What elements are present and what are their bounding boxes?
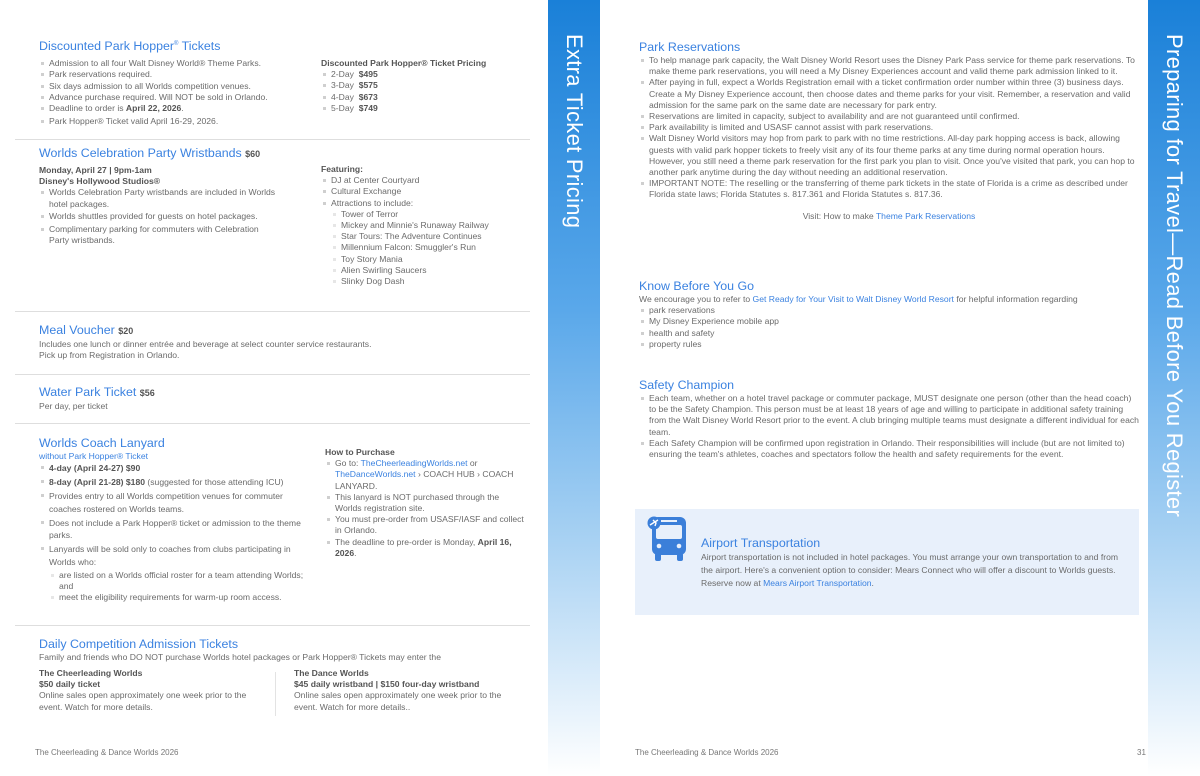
list-item: Provides entry to all Worlds competition venues for commuter coaches rostered on Worlds teams. [39,490,309,515]
meal-section [39,322,519,361]
meal-text: Pick up from Registration in Orlando. [39,350,180,361]
pricing-list [321,69,531,114]
dance-price: $45 daily wristband | $150 four-day wristband [294,679,480,690]
section-title: Discounted Park Hopper® Tickets [39,39,221,54]
section-title: Worlds Celebration Party Wristbands $60 [39,146,261,160]
dance-worlds-link[interactable]: TheDanceWorlds.net [335,469,416,480]
airport-content [701,535,1121,590]
lanyard-section [39,435,309,603]
list-item: are listed on a Worlds official roster for a team attending Worlds; and [49,570,309,592]
pricing-title: Discounted Park Hopper® Ticket Pricing [321,58,487,68]
cheer-daily [39,668,264,713]
list-item: Reservations are limited in capacity, subject to availability and are not guaranteed until confirmed. [639,111,1139,122]
list-item: This lanyard is NOT purchased through the Worlds registration site. [325,492,525,514]
section-title: Park Reservations [639,40,741,54]
list-item: Admission to all four Walt Disney World® Theme Parks. [39,58,299,69]
divider [275,672,276,716]
divider [15,311,530,312]
list-item: Tower of Terror [331,209,531,220]
mears-link[interactable]: Mears Airport Transportation [763,578,872,588]
section-title: Know Before You Go [639,279,755,293]
list-item: 8-day (April 21-28) $180 (suggested for those attending ICU) [39,476,309,489]
water-section [39,384,339,412]
pricing-item: 4-Day $673 [321,92,531,103]
list-item: Lanyards will be sold only to coaches from clubs participating in Worlds who: [39,543,309,568]
footer-text: The Cheerleading & Dance Worlds 2026 [635,748,779,757]
left-page [0,0,548,776]
list-item: Worlds shuttles provided for guests on hotel packages. [39,211,279,222]
featuring-title: Featuring: [321,164,364,174]
list-item: Cultural Exchange [321,186,531,197]
hopper-section [39,36,299,127]
party-venue: Disney's Hollywood Studios® [39,176,161,187]
list-item: Deadline to order is April 22, 2026. [39,103,299,114]
know-section [639,278,1139,350]
divider [15,139,530,140]
cheer-name: The Cheerleading Worlds [39,668,143,678]
divider [15,423,530,424]
list-item: Go to: TheCheerleadingWorlds.net or TheDanceWorlds.net › COACH HUB › COACH LANYARD. [325,458,525,492]
visit-line: Visit: How to make Theme Park Reservations [802,210,976,221]
hopper-list [39,58,299,127]
band-title: Extra Ticket Pricing [562,34,587,229]
safety-list [639,393,1139,460]
how-to-purchase [325,447,525,559]
page-number: 31 [1137,748,1146,757]
lanyard-subtitle: without Park Hopper® Ticket [39,451,149,461]
cheer-worlds-link[interactable]: TheCheerleadingWorlds.net [360,458,468,469]
know-list [639,305,1139,350]
howto-title: How to Purchase [325,447,395,457]
section-title: Airport Transportation [701,536,821,550]
list-item: Millennium Falcon: Smuggler's Run [331,242,531,253]
airport-text: Airport transportation is not included in hotel packages. You must arrange your own transportation to and from the airport. Here's a convenient option to consider: Mears Connect who will offer a discount to Worlds guests. Reserve now at Mears Airport Transportation. [701,552,1119,588]
list-item: Walt Disney World visitors may hop from park to park with no time restrictions. All-day park hopping access is back, allowing guests with valid park hopper tickets to freely visit any of its four theme parks at any time during normal operation hours. However, you still need a theme park reservation for the first park you plan to visit. Once you've visited that park, you can hop to another park anytime during the day without needing an additional reservation. [639,133,1139,178]
list-item: To help manage park capacity, the Walt Disney World Resort uses the Disney Park Pass service for theme park reservations. To make theme park reservations, you will need a My Disney Experiences account and valid theme park admission linked to it. [639,55,1139,77]
list-item: Star Tours: The Adventure Continues [331,231,531,242]
list-item: Park availability is limited and USASF cannot assist with park reservations. [639,122,1139,133]
attractions-list [321,209,531,287]
cheer-price: $50 daily ticket [39,679,101,690]
party-section [39,145,279,248]
list-item: Each Safety Champion will be confirmed upon registration in Orlando. Their responsibilities will include (but are not limited to) ensuring the team's athletes, coaches and spectators follow the health and safety requirements for the event. [639,438,1139,460]
dance-daily [294,668,524,713]
lanyard-list [39,462,309,568]
theme-park-reservations-link[interactable]: Theme Park Reservations [875,210,976,221]
right-page [600,0,1148,776]
band-title: Preparing for Travel—Read Before You Register [1162,34,1187,518]
list-item: Advance purchase required. Will NOT be sold in Orlando. [39,92,299,103]
daily-intro: Family and friends who DO NOT purchase Worlds hotel packages or Park Hopper® Tickets may enter the [39,652,441,662]
list-item: DJ at Center Courtyard [321,175,531,186]
list-item: park reservations [639,305,1139,316]
party-date: Monday, April 27 | 9pm-1am [39,165,152,175]
daily-section [39,636,529,663]
pricing-item: 5-Day $749 [321,103,531,114]
list-item: The deadline to pre-order is Monday, April 16, 2026. [325,537,525,559]
list-item: Does not include a Park Hopper® ticket or admission to the theme parks. [39,517,309,542]
section-band [1148,0,1200,776]
list-item: Toy Story Mania [331,254,531,265]
featuring-list [321,175,531,209]
divider [15,374,530,375]
list-item: Alien Swirling Saucers [331,265,531,276]
list-item: Worlds Celebration Party wristbands are included in Worlds hotel packages. [39,187,279,209]
list-item: Complimentary parking for commuters with Celebration Party wristbands. [39,224,279,246]
list-item: Six days admission to all Worlds competition venues. [39,81,299,92]
cheer-text: Online sales open approximately one week prior to the event. Watch for more details. [39,690,247,712]
get-ready-link[interactable]: Get Ready for Your Visit to Walt Disney World Resort [752,294,954,304]
featuring-section [321,164,531,287]
list-item: meet the eligibility requirements for warm-up room access. [49,592,309,603]
safety-section [639,377,1139,460]
pricing-item: 2-Day $495 [321,69,531,80]
section-title: Meal Voucher $20 [39,323,134,337]
reservations-section [639,39,1139,222]
party-list [39,187,279,246]
list-item: After paying in full, expect a Worlds Registration email with a ticket confirmation order number within three (3) business days. Create a My Disney Experience account, then choose dates and theme parks for your visit. Remember, a reservation and valid admission for the same park on the same date are necessary for park entry. [639,77,1139,111]
list-item: 4-day (April 24-27) $90 [39,462,309,475]
howto-list [325,458,525,559]
list-item: Park Hopper® Ticket valid April 16-29, 2026. [39,116,299,127]
list-item: You must pre-order from USASF/IASF and collect in Orlando. [325,514,525,536]
list-item: property rules [639,339,1139,350]
section-band [548,0,600,776]
dance-text: Online sales open approximately one week prior to the event. Watch for more details.. [294,690,502,712]
list-item: IMPORTANT NOTE: The reselling or the transferring of theme park tickets in the state of Florida is a crime as described under Florida state laws; Florida Statutes s. 817.361 and Florida Statutes s. 817.36. [639,178,1139,200]
meal-text: Includes one lunch or dinner entrée and beverage at select counter service restaurants. [39,339,372,349]
divider [15,625,530,626]
list-item: Attractions to include: [321,198,531,209]
list-item: My Disney Experience mobile app [639,316,1139,327]
dance-name: The Dance Worlds [294,668,369,678]
pricing-item: 3-Day $575 [321,80,531,91]
list-item: Slinky Dog Dash [331,276,531,287]
know-intro: We encourage you to refer to Get Ready for Your Visit to Walt Disney World Resort for helpful information regarding [639,294,1078,304]
bus-icon [647,513,689,563]
list-item: Park reservations required. [39,69,299,80]
list-item: health and safety [639,328,1139,339]
section-title: Water Park Ticket $56 [39,385,155,399]
hopper-pricing [321,58,531,114]
list-item: Mickey and Minnie's Runaway Railway [331,220,531,231]
lanyard-sublist [39,570,309,604]
footer-text: The Cheerleading & Dance Worlds 2026 [35,748,179,757]
list-item: Each team, whether on a hotel travel package or commuter package, MUST designate one person (other than the head coach) to be the Safety Champion. This person must be at least 18 years of age and willing to participate in additional safety training from the Walt Disney World Resort prior to the event. A club bringing multiple teams must designate a different individual for each team. [639,393,1139,438]
reservations-list [639,55,1139,201]
section-title: Worlds Coach Lanyard [39,436,165,450]
airport-callout [635,509,1139,615]
section-title: Daily Competition Admission Tickets [39,637,239,651]
water-text: Per day, per ticket [39,401,108,411]
section-title: Safety Champion [639,378,735,392]
